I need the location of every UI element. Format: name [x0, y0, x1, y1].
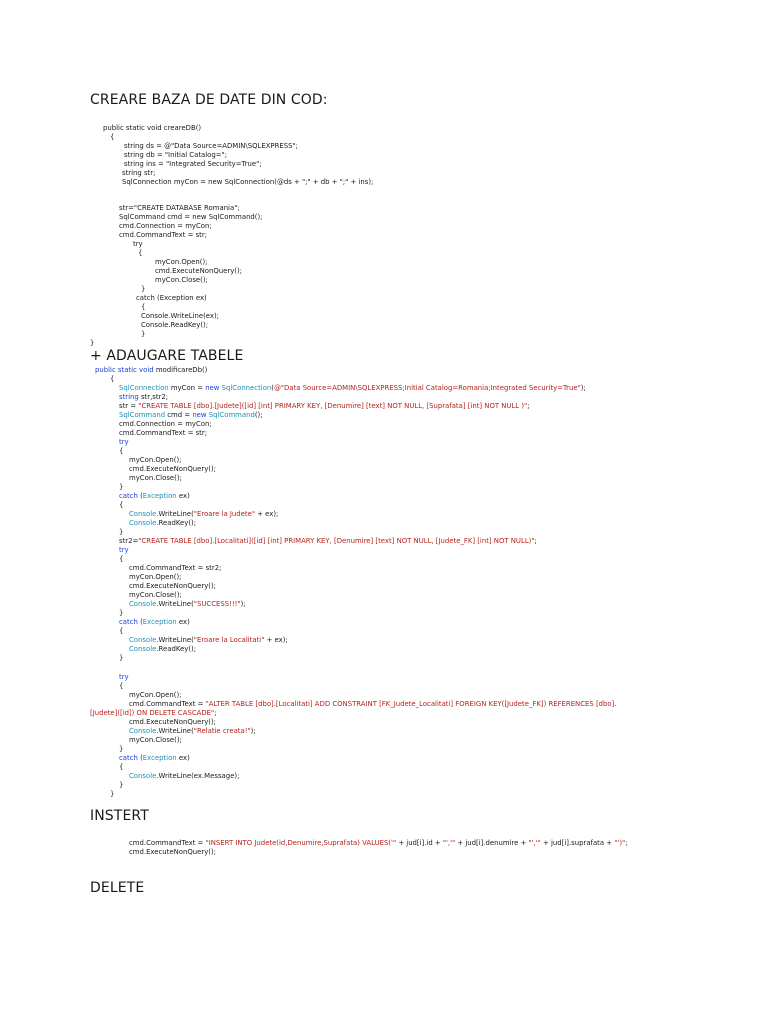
- code-line: cmd.Connection = myCon;: [119, 420, 212, 428]
- code-text: );: [580, 384, 586, 392]
- code-text: myCon =: [168, 384, 206, 392]
- code-text: ex): [176, 492, 190, 500]
- code-line: [129, 700, 616, 709]
- code-line: catch (Exception ex): [136, 294, 207, 302]
- code-string: "CREATE TABLE [dbo].[Localitati]([id] [int] PRIMARY KEY, [Denumire] [text] NOT NULL, [Judete_FK] [int] NOT NULL)": [138, 537, 535, 545]
- code-line: myCon.Close();: [129, 736, 182, 744]
- code-text: .WriteLine(: [156, 510, 194, 518]
- code-string: "SUCCESS!!!": [193, 600, 241, 608]
- code-line: myCon.Open();: [155, 258, 208, 266]
- code-string: @"Data Source=ADMIN\SQLEXPRESS;Initial Catalog=Romania;Integrated Security=True": [273, 384, 581, 392]
- code-type: Console: [129, 519, 157, 527]
- heading-create-db: CREARE BAZA DE DATE DIN COD:: [90, 92, 328, 108]
- code-type: Console: [129, 510, 157, 518]
- code-line: }: [110, 790, 115, 798]
- code-line: myCon.Close();: [129, 591, 182, 599]
- code-type: Exception: [142, 618, 177, 626]
- code-string: "','": [442, 839, 456, 847]
- code-type: Exception: [142, 492, 177, 500]
- code-line: [129, 600, 246, 609]
- code-line: cmd.CommandText = str;: [119, 231, 208, 239]
- code-line: [129, 510, 278, 519]
- code-line: string ins = "Integrated Security=True";: [124, 160, 262, 168]
- code-string: "Eroare la Localitati": [193, 636, 265, 644]
- code-line: {: [110, 133, 115, 141]
- code-text: ex): [176, 754, 190, 762]
- code-line: }: [119, 745, 124, 753]
- code-string: "ALTER TABLE [dbo].[Localitati] ADD CONSTRAINT [FK_Judete_Localitati] FOREIGN KEY([Judete_FK]) REFERENCES [dbo].: [205, 700, 617, 708]
- code-text: .WriteLine(ex.Message);: [156, 772, 240, 780]
- code-text: );: [250, 727, 256, 735]
- code-line: cmd.CommandText = str;: [119, 429, 208, 437]
- code-line: myCon.Open();: [129, 573, 182, 581]
- code-line: {: [119, 763, 124, 771]
- code-text: );: [240, 600, 246, 608]
- code-line: try: [133, 240, 143, 248]
- code-text: str =: [119, 402, 139, 410]
- code-keyword: catch: [119, 754, 138, 762]
- code-text: (: [137, 492, 143, 500]
- code-type: SqlConnection: [119, 384, 169, 392]
- code-text: str2=: [119, 537, 139, 545]
- code-text: .ReadKey();: [156, 519, 197, 527]
- code-line: }: [119, 483, 124, 491]
- code-line: }: [141, 285, 146, 293]
- code-type: Exception: [142, 754, 177, 762]
- code-text: ();: [254, 411, 263, 419]
- code-line: [119, 492, 190, 501]
- code-text: .WriteLine(: [156, 600, 194, 608]
- code-line: cmd.ExecuteNonQuery();: [129, 718, 216, 726]
- code-text: ;: [625, 839, 628, 847]
- code-string: "','": [528, 839, 541, 847]
- code-line: [129, 772, 239, 781]
- code-line: public static void creareDB(): [103, 124, 202, 132]
- code-keyword: catch: [119, 492, 138, 500]
- code-line: myCon.Open();: [129, 691, 182, 699]
- code-type: Console: [129, 645, 157, 653]
- code-line: cmd.Connection = myCon;: [119, 222, 212, 230]
- code-line: [95, 366, 207, 375]
- code-line: {: [119, 627, 124, 635]
- code-text: (: [271, 384, 274, 392]
- code-line: [129, 636, 288, 645]
- code-text: cmd.CommandText =: [129, 839, 206, 847]
- code-keyword-try: try: [119, 673, 129, 681]
- code-text: + jud[i].id +: [396, 839, 443, 847]
- code-line: }: [90, 339, 95, 347]
- code-text: (: [137, 618, 143, 626]
- code-line: cmd.ExecuteNonQuery();: [155, 267, 242, 275]
- code-line: [119, 402, 530, 411]
- code-line: [119, 393, 168, 402]
- code-line: str="CREATE DATABASE Romania";: [119, 204, 240, 212]
- code-line: }: [119, 781, 124, 789]
- code-text: ;: [214, 709, 217, 717]
- code-line: myCon.Close();: [129, 474, 182, 482]
- code-line: cmd.ExecuteNonQuery();: [129, 582, 216, 590]
- code-line: }: [119, 609, 124, 617]
- code-line: cmd.ExecuteNonQuery();: [129, 465, 216, 473]
- code-text: modificareDb(): [153, 366, 208, 374]
- code-line: {: [110, 375, 115, 383]
- code-text: + jud[i].suprafata +: [540, 839, 615, 847]
- code-type: SqlCommand: [206, 411, 255, 419]
- code-keyword: new: [205, 384, 220, 392]
- code-line: [119, 384, 586, 393]
- code-line: {: [119, 447, 124, 455]
- code-line: cmd.CommandText = str2;: [129, 564, 222, 572]
- code-keyword-try: try: [119, 546, 129, 554]
- code-keyword: new: [192, 411, 207, 419]
- code-text: str,str2;: [138, 393, 169, 401]
- code-text: ;: [527, 402, 530, 410]
- code-line: {: [141, 303, 146, 311]
- code-text: + jud[i].denumire +: [455, 839, 529, 847]
- code-line: }: [119, 528, 124, 536]
- code-line: [129, 839, 628, 848]
- code-line: SqlConnection myCon = new SqlConnection(@ds + ";" + db + ";" + ins);: [122, 178, 374, 186]
- code-string: "Relatie creata!": [193, 727, 251, 735]
- code-text: .WriteLine(: [156, 636, 194, 644]
- code-keyword: catch: [119, 618, 138, 626]
- code-line: [90, 709, 217, 718]
- code-line: [119, 618, 190, 627]
- code-line: }: [141, 330, 146, 338]
- code-line: [119, 537, 537, 546]
- code-type: Console: [129, 600, 157, 608]
- code-line: cmd.ExecuteNonQuery();: [129, 848, 216, 856]
- code-line: SqlCommand cmd = new SqlCommand();: [119, 213, 263, 221]
- code-line: {: [119, 682, 124, 690]
- code-text: cmd =: [165, 411, 193, 419]
- code-string: [Judete]([id]) ON DELETE CASCADE": [90, 709, 215, 717]
- code-keyword: public static void: [95, 366, 154, 374]
- heading-delete: DELETE: [90, 880, 145, 896]
- code-keyword: string: [119, 393, 139, 401]
- code-line: Console.ReadKey();: [141, 321, 209, 329]
- code-string: "CREATE TABLE [dbo].[Judete]([id] [int] PRIMARY KEY, [Denumire] [text] NOT NULL, [Suprafata] [int] NOT NULL )": [138, 402, 528, 410]
- code-text: ;: [534, 537, 537, 545]
- code-line: string db = "Initial Catalog=";: [124, 151, 228, 159]
- code-line: }: [119, 654, 124, 662]
- code-line: [129, 519, 196, 528]
- code-line: string str;: [122, 169, 156, 177]
- code-string: "INSERT INTO Judete(id,Denumire,Suprafata) VALUES('": [205, 839, 397, 847]
- code-text: + ex);: [255, 510, 279, 518]
- code-line: {: [138, 249, 143, 257]
- code-line: myCon.Close();: [155, 276, 208, 284]
- code-text: cmd.CommandText =: [129, 700, 206, 708]
- code-type: Console: [129, 636, 157, 644]
- code-string: "Eroare la Judete": [193, 510, 256, 518]
- code-line: {: [119, 555, 124, 563]
- code-text: .WriteLine(: [156, 727, 194, 735]
- code-line: myCon.Open();: [129, 456, 182, 464]
- code-line: string ds = @"Data Source=ADMIN\SQLEXPRESS";: [124, 142, 298, 150]
- code-line: [129, 645, 196, 654]
- code-line: {: [119, 501, 124, 509]
- code-type: Console: [129, 727, 157, 735]
- code-text: + ex);: [264, 636, 288, 644]
- code-string: "')": [614, 839, 626, 847]
- heading-insert: INSTERT: [90, 808, 149, 824]
- code-line: [119, 754, 190, 763]
- code-type: SqlConnection: [219, 384, 272, 392]
- code-line: Console.WriteLine(ex);: [141, 312, 219, 320]
- code-type: SqlCommand: [119, 411, 166, 419]
- code-line: [119, 411, 263, 420]
- heading-add-tables: + ADAUGARE TABELE: [90, 348, 244, 364]
- code-type: Console: [129, 772, 157, 780]
- code-line: [129, 727, 256, 736]
- code-text: ex): [176, 618, 190, 626]
- code-text: .ReadKey();: [156, 645, 197, 653]
- code-text: (: [137, 754, 143, 762]
- code-keyword-try: try: [119, 438, 129, 446]
